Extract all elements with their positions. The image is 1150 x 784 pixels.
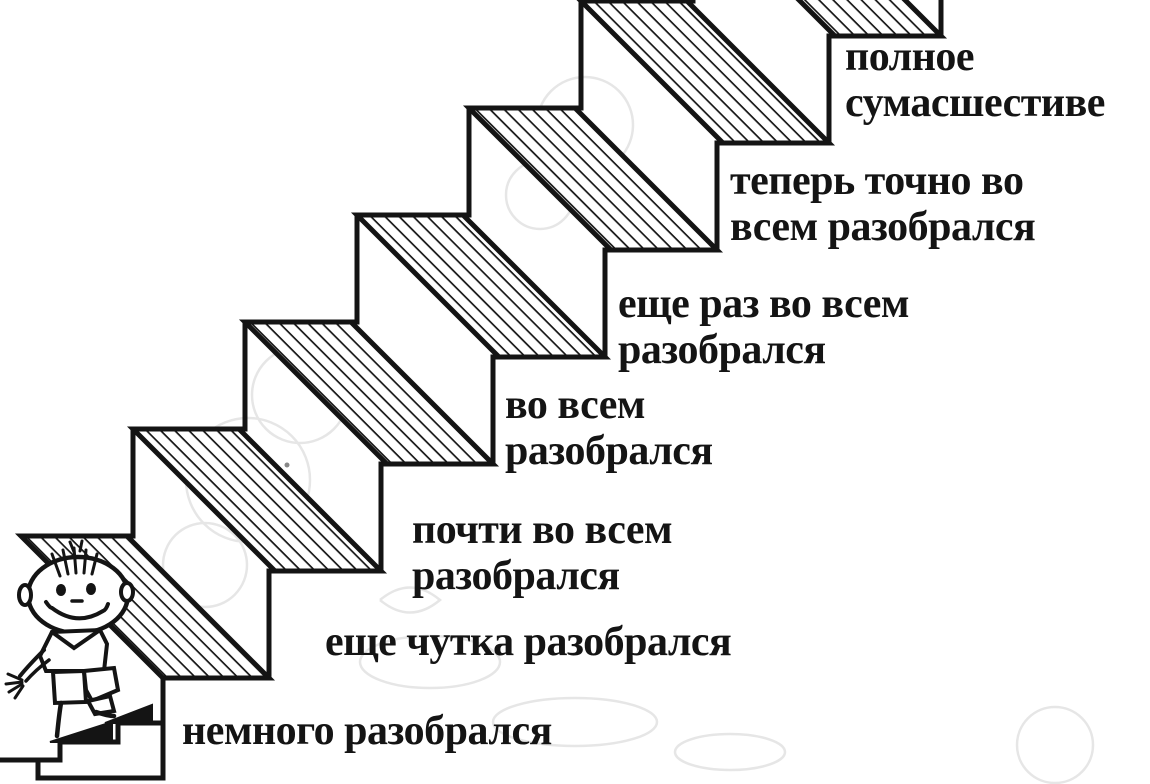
step-label-3-line1: почти во всем <box>412 507 673 553</box>
step-label-6-line1: теперь точно во <box>730 158 1024 204</box>
step-label-6-line2: всем разобрался <box>730 204 1036 250</box>
stray-dot <box>285 463 290 468</box>
step-label-1: немного разобрался <box>182 708 552 754</box>
step-label-5-line1: еще раз во всем <box>618 281 909 327</box>
child-ear-left <box>19 585 31 605</box>
child-shirt <box>40 630 107 671</box>
step-label-5-line2: разобрался <box>618 327 826 373</box>
step-label-2: еще чутка разобрался <box>325 619 732 665</box>
step-label-3-line2: разобрался <box>412 553 620 599</box>
child-head <box>28 557 128 633</box>
child-shorts-left <box>53 671 86 703</box>
step-label-7-line2: сумасшестиве <box>845 80 1105 126</box>
step-label-4-line1: во всем <box>505 382 645 428</box>
child-eye-right <box>86 583 96 595</box>
child-eye-left <box>56 584 66 596</box>
step-label-4-line2: разобрался <box>505 428 713 474</box>
child-ear-right <box>121 583 133 601</box>
step-label-7-line1: полное <box>845 34 975 80</box>
